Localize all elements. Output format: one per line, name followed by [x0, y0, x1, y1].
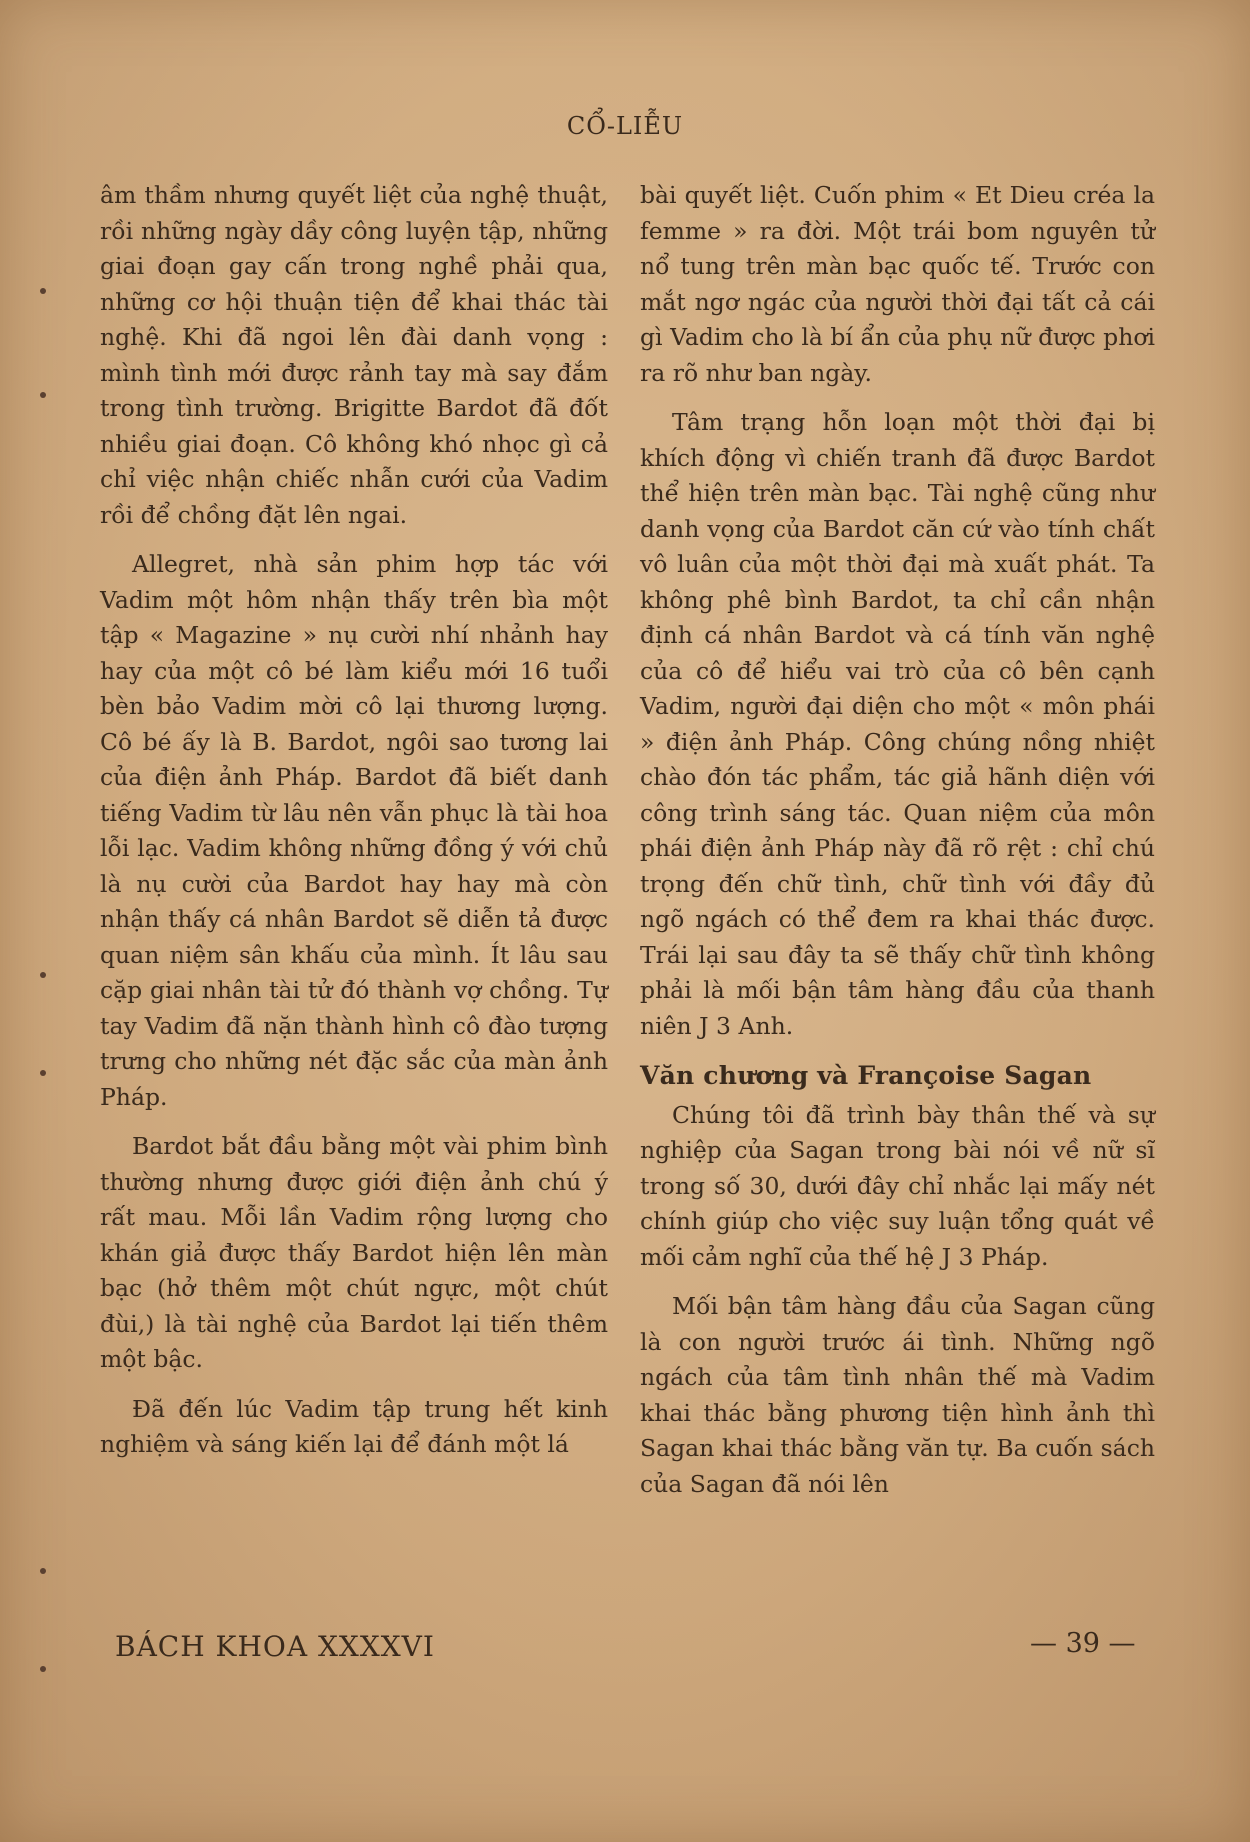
magazine-title: BÁCH KHOA XXXXVI: [115, 1630, 435, 1663]
right-column: [640, 178, 1155, 1516]
paragraph: âm thầm nhưng quyết liệt của nghệ thuật, rồi những ngày dầy công luyện tập, những giai đoạn gay cấn trong nghề phải qua, những cơ hội thuận tiện để khai thác tài nghệ. Khi đã ngoi lên đài danh vọng : mình tình mới được rảnh tay mà say đắm trong tình trường. Brigitte Bardot đã đốt nhiều giai đoạn. Cô không khó nhọc gì cả chỉ việc nhận chiếc nhẫn cưới của Vadim rồi để chồng đặt lên ngai.: [100, 181, 608, 529]
margin-mark: [40, 392, 46, 398]
margin-mark: [40, 1070, 46, 1076]
section-heading: CỔ-LIỄU: [566, 112, 684, 140]
left-column: [100, 178, 608, 1477]
page-number: — 39 —: [1030, 1628, 1136, 1659]
subheading: Văn chương và Françoise Sagan: [640, 1061, 1092, 1090]
margin-mark: [40, 1568, 46, 1574]
paragraph: Bardot bắt đầu bằng một vài phim bình thường nhưng được giới điện ảnh chú ý rất mau. Mỗi lần Vadim rộng lượng cho khán giả được thấy Bardot hiện lên màn bạc (hở thêm một chút ngực, một chút đùi,) là tài nghệ của Bardot lại tiến thêm một bậc.: [100, 1132, 608, 1373]
margin-mark: [40, 972, 46, 978]
paragraph: Allegret, nhà sản phim hợp tác với Vadim một hôm nhận thấy trên bìa một tập « Magazine » nụ cười nhí nhảnh hay hay của một cô bé làm kiểu mới 16 tuổi bèn bảo Vadim mời cô lại thương lượng. Cô bé ấy là B. Bardot, ngôi sao tương lai của điện ảnh Pháp. Bardot đã biết danh tiếng Vadim từ lâu nên vẫn phục là tài hoa lỗi lạc. Vadim không những đồng ý với chủ là nụ cười của Bardot hay hay mà còn nhận thấy cá nhân Bardot sẽ diễn tả được quan niệm sân khấu của mình. Ít lâu sau cặp giai nhân tài tử đó thành vợ chồng. Tự tay Vadim đã nặn thành hình cô đào tượng trưng cho những nét đặc sắc của màn ảnh Pháp.: [100, 550, 608, 1111]
paragraph: Chúng tôi đã trình bày thân thế và sự nghiệp của Sagan trong bài nói về nữ sĩ trong số 30, dưới đây chỉ nhắc lại mấy nét chính giúp cho việc suy luận tổng quát về mối cảm nghĩ của thế hệ J 3 Pháp.: [640, 1100, 1155, 1271]
margin-mark: [40, 1666, 46, 1672]
margin-mark: [40, 288, 46, 294]
paragraph: Mối bận tâm hàng đầu của Sagan cũng là con người trước ái tình. Những ngõ ngách của tâm tình nhân thế mà Vadim khai thác bằng phương tiện hình ảnh thì Sagan khai thác bằng văn tự. Ba cuốn sách của Sagan đã nói lên: [640, 1292, 1155, 1498]
paragraph: bài quyết liệt. Cuốn phim « Et Dieu créa la femme » ra đời. Một trái bom nguyên tử nổ tung trên màn bạc quốc tế. Trước con mắt ngơ ngác của người thời đại tất cả cái gì Vadim cho là bí ẩn của phụ nữ được phơi ra rõ như ban ngày.: [640, 181, 1155, 387]
paragraph: Tâm trạng hỗn loạn một thời đại bị khích động vì chiến tranh đã được Bardot thể hiện trên màn bạc. Tài nghệ cũng như danh vọng của Bardot căn cứ vào tính chất vô luân của một thời đại mà xuất phát. Ta không phê bình Bardot, ta chỉ cần nhận định cá nhân Bardot và cá tính văn nghệ của cô để hiểu vai trò của cô bên cạnh Vadim, người đại diện cho một « môn phái » điện ảnh Pháp. Công chúng nồng nhiệt chào đón tác phẩm, tác giả hãnh diện với công trình sáng tác. Quan niệm của môn phái điện ảnh Pháp này đã rõ rệt : chỉ chú trọng đến chữ tình, chữ tình với đầy đủ ngõ ngách có thể đem ra khai thác được. Trái lại sau đây ta sẽ thấy chữ tình không phải là mối bận tâm hàng đầu của thanh niên J 3 Anh.: [640, 408, 1155, 1040]
paragraph: Đã đến lúc Vadim tập trung hết kinh nghiệm và sáng kiến lại để đánh một lá: [100, 1394, 608, 1458]
